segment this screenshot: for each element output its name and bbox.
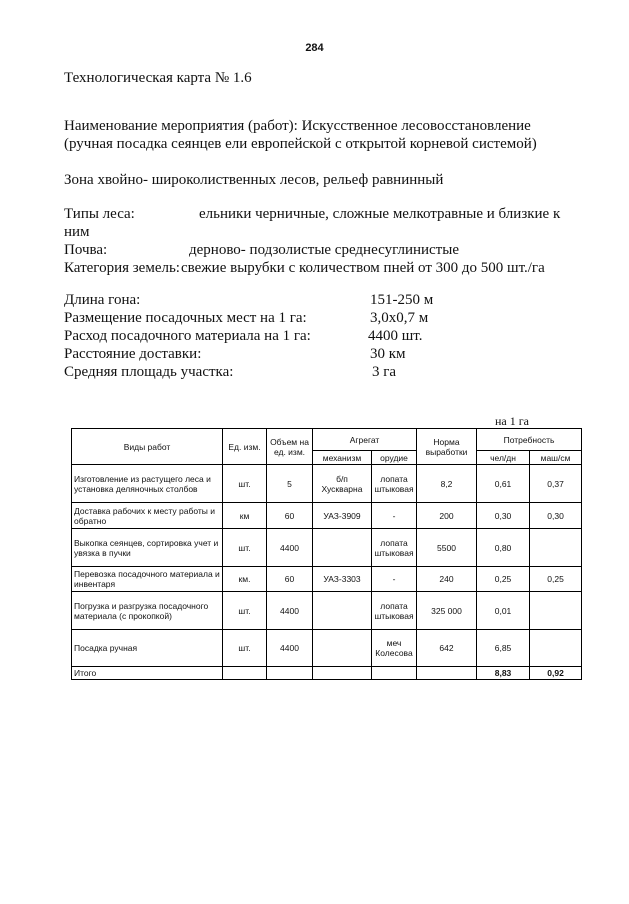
cell-mechanism xyxy=(313,592,372,630)
cell-work-name: Изготовление из растущего леса и установка деляночных столбов xyxy=(72,465,223,503)
header-work-types: Виды работ xyxy=(72,429,223,465)
soil-label: Почва: xyxy=(64,242,108,258)
cell-man-days: 0,01 xyxy=(477,592,530,630)
param-label: Размещение посадочных мест на 1 га: xyxy=(64,310,307,326)
cell-tool: лопата штыковая xyxy=(372,465,417,503)
cell-work-name: Посадка ручная xyxy=(72,630,223,667)
cell-mechanism xyxy=(313,630,372,667)
cell-machine-shifts xyxy=(530,592,582,630)
param-value: 4400 шт. xyxy=(368,328,423,344)
table-row xyxy=(72,567,582,592)
land-category-value: свежие вырубки с количеством пней от 300 до 500 шт./га xyxy=(181,260,545,276)
header-mechanism: механизм xyxy=(313,451,372,465)
cell-volume: 60 xyxy=(267,503,313,529)
cell-man-days: 0,80 xyxy=(477,529,530,567)
total-label: Итого xyxy=(72,667,223,680)
unit-note: на 1 га xyxy=(495,414,529,428)
cell-mechanism xyxy=(313,529,372,567)
cell-machine-shifts: 0,30 xyxy=(530,503,582,529)
land-category-label: Категория земель: xyxy=(64,260,180,276)
cell-tool: лопата штыковая xyxy=(372,529,417,567)
header-tool: орудие xyxy=(372,451,417,465)
cell-tool: - xyxy=(372,503,417,529)
cell-norm: 8,2 xyxy=(417,465,477,503)
param-label: Средняя площадь участка: xyxy=(64,364,234,380)
cell-work-name: Перевозка посадочного материала и инвентаря xyxy=(72,567,223,592)
cell-unit: шт. xyxy=(223,592,267,630)
header-norm: Норма выработки xyxy=(417,429,477,465)
cell-man-days: 6,85 xyxy=(477,630,530,667)
cell-norm: 240 xyxy=(417,567,477,592)
cell-unit: км xyxy=(223,503,267,529)
param-row xyxy=(64,328,423,346)
cell-tool: меч Колесова xyxy=(372,630,417,667)
header-machine-shifts: маш/см xyxy=(530,451,582,465)
cell-man-days: 0,25 xyxy=(477,567,530,592)
cell-tool: - xyxy=(372,567,417,592)
cell-mechanism: УАЗ-3909 xyxy=(313,503,372,529)
param-label: Расход посадочного материала на 1 га: xyxy=(64,328,311,344)
cell-machine-shifts xyxy=(530,630,582,667)
cell-unit: шт. xyxy=(223,529,267,567)
header-unit: Ед. изм. xyxy=(223,429,267,465)
cell-norm: 200 xyxy=(417,503,477,529)
activity-line-1: Наименование мероприятия (работ): Искусственное лесовосстановление xyxy=(64,118,531,134)
param-label: Расстояние доставки: xyxy=(64,346,202,362)
header-need: Потребность xyxy=(477,429,582,451)
cell-mechanism: б/п Хускварна xyxy=(313,465,372,503)
page-number: 284 xyxy=(305,42,324,54)
total-man-days: 8,83 xyxy=(477,667,530,680)
cell-volume: 4400 xyxy=(267,529,313,567)
param-value: 3,0х0,7 м xyxy=(370,310,429,326)
table-row xyxy=(72,592,582,630)
table-row xyxy=(72,529,582,567)
cell-machine-shifts: 0,25 xyxy=(530,567,582,592)
param-row xyxy=(64,364,397,382)
cell-mechanism: УАЗ-3303 xyxy=(313,567,372,592)
total-machine-shifts: 0,92 xyxy=(530,667,582,680)
cell-man-days: 0,61 xyxy=(477,465,530,503)
forest-types-value: ельники черничные, сложные мелкотравные и близкие к xyxy=(199,206,561,222)
cell-unit: км. xyxy=(223,567,267,592)
cell-norm: 325 000 xyxy=(417,592,477,630)
cell-machine-shifts: 0,37 xyxy=(530,465,582,503)
param-row xyxy=(64,292,434,310)
zone-description: Зона хвойно- широколиственных лесов, рельеф равнинный xyxy=(64,172,444,188)
cell-norm: 5500 xyxy=(417,529,477,567)
cell-machine-shifts xyxy=(530,529,582,567)
table-row xyxy=(72,503,582,529)
header-volume: Объем на ед. изм. xyxy=(267,429,313,465)
param-label: Длина гона: xyxy=(64,292,141,308)
cell-tool: лопата штыковая xyxy=(372,592,417,630)
cell-volume: 4400 xyxy=(267,592,313,630)
activity-line-2: (ручная посадка сеянцев ели европейской с открытой корневой системой) xyxy=(64,136,537,152)
soil-value: дерново- подзолистые среднесуглинистые xyxy=(189,242,459,258)
param-value: 3 га xyxy=(372,364,397,380)
param-row xyxy=(64,310,429,328)
activity-description xyxy=(64,117,584,153)
forest-types-label: Типы леса: xyxy=(64,206,135,222)
cell-unit: шт. xyxy=(223,465,267,503)
cell-volume: 60 xyxy=(267,567,313,592)
technology-table xyxy=(71,428,582,680)
param-value: 151-250 м xyxy=(370,292,434,308)
document-title: Технологическая карта № 1.6 xyxy=(64,70,252,86)
cell-man-days: 0,30 xyxy=(477,503,530,529)
table-row xyxy=(72,630,582,667)
cell-norm: 642 xyxy=(417,630,477,667)
param-value: 30 км xyxy=(370,346,406,362)
cell-volume: 5 xyxy=(267,465,313,503)
cell-volume: 4400 xyxy=(267,630,313,667)
cell-unit: шт. xyxy=(223,630,267,667)
cell-work-name: Выкопка сеянцев, сортировка учет и увязка в пучки xyxy=(72,529,223,567)
table-row xyxy=(72,465,582,503)
table-total-row xyxy=(72,667,582,680)
header-man-days: чел/дн xyxy=(477,451,530,465)
cell-work-name: Погрузка и разгрузка посадочного материала (с прокопкой) xyxy=(72,592,223,630)
param-row xyxy=(64,346,406,364)
header-aggregate: Агрегат xyxy=(313,429,417,451)
forest-types-value-cont: ним xyxy=(64,224,90,240)
cell-work-name: Доставка рабочих к месту работы и обратно xyxy=(72,503,223,529)
